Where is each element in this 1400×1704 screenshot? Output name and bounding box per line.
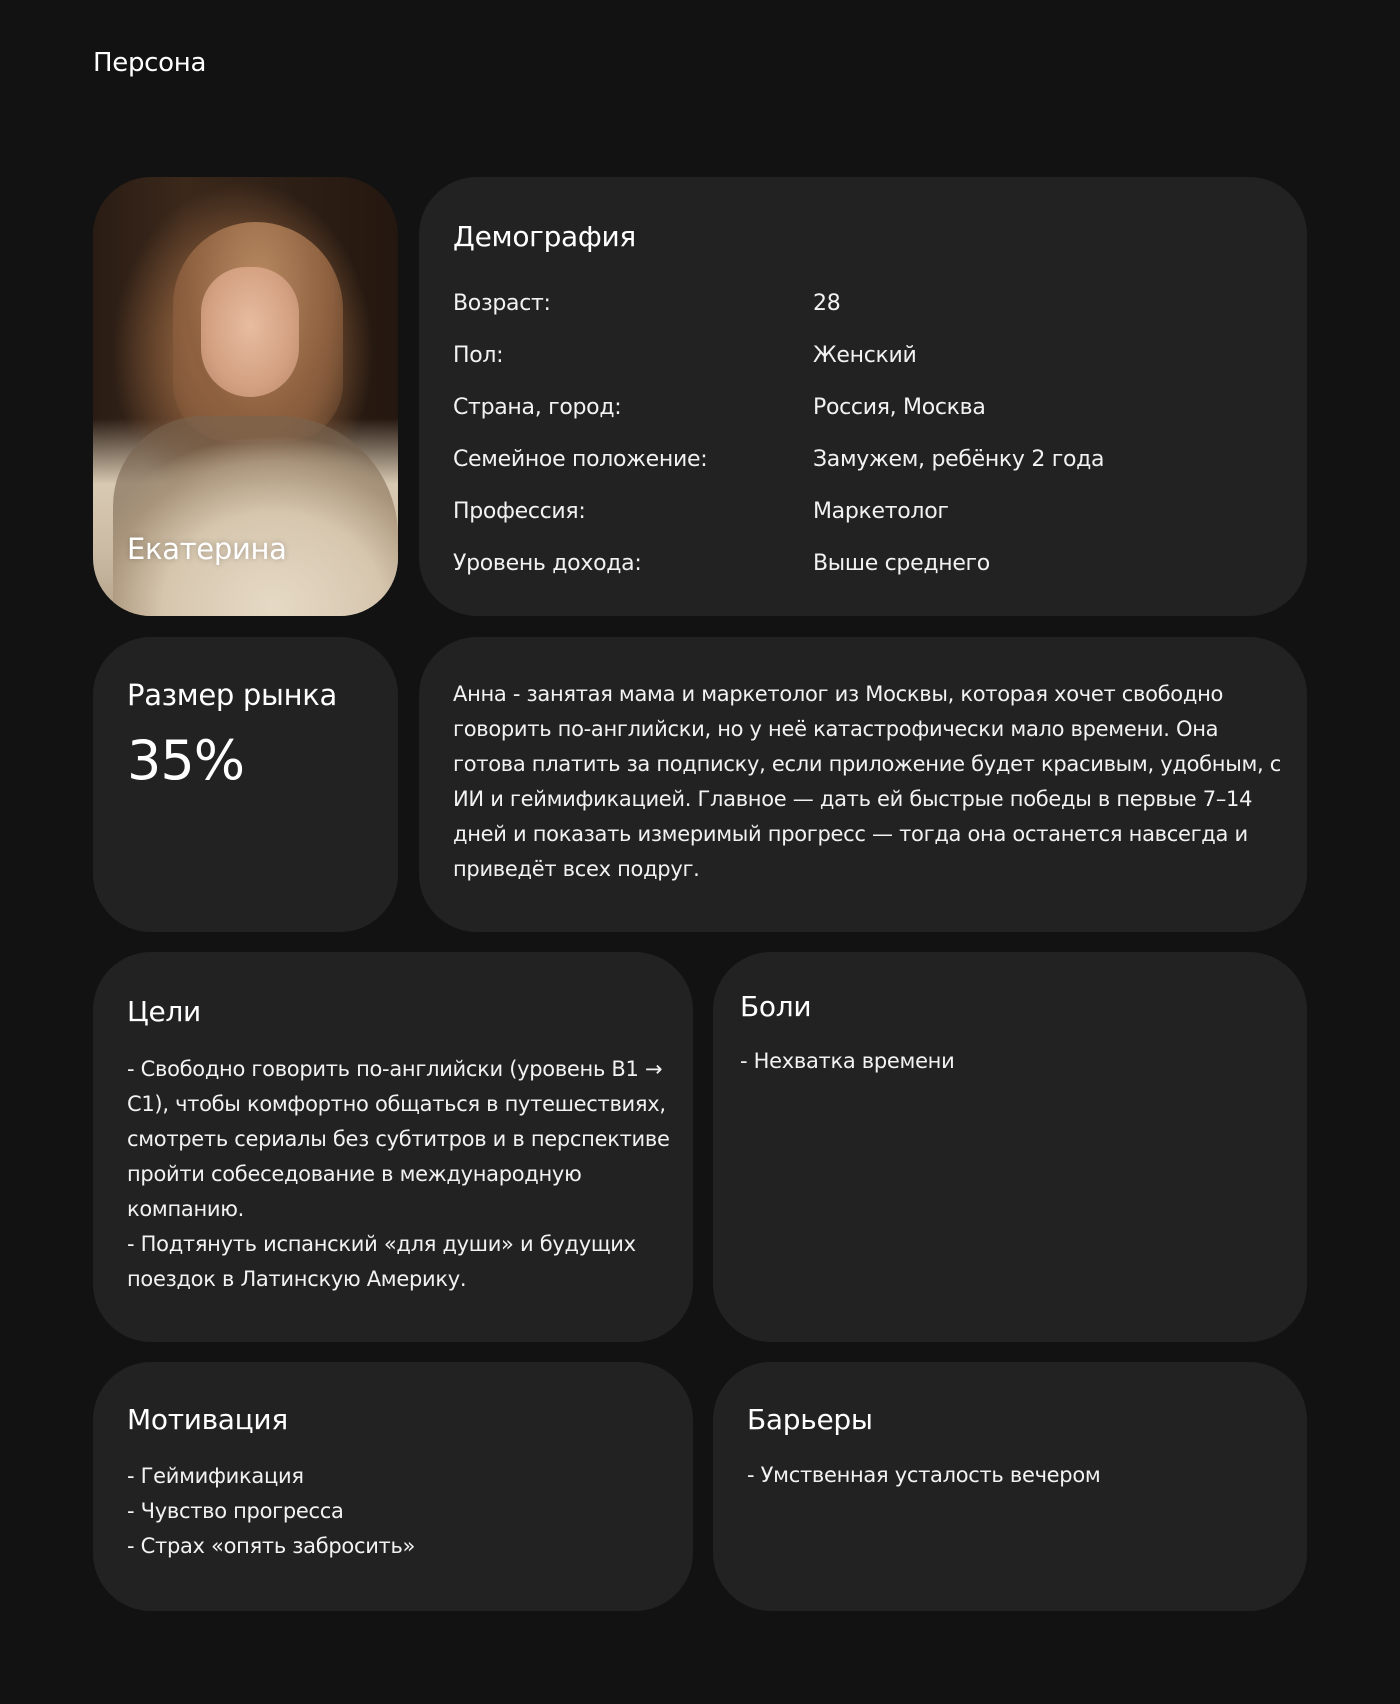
pains-list [740, 1044, 1280, 1079]
demographics-label: Возраст: [453, 290, 551, 316]
demographics-label: Пол: [453, 342, 504, 368]
page-title: Персона [93, 48, 207, 78]
demographics-row [453, 381, 1273, 433]
demographics-row [453, 433, 1273, 485]
barriers-item: - Умственная усталость вечером [747, 1463, 1101, 1487]
persona-photo-card [93, 177, 398, 616]
persona-description-card [419, 637, 1307, 932]
demographics-value: Маркетолог [813, 498, 949, 524]
demographics-row [453, 329, 1273, 381]
persona-description: Анна - занятая мама и маркетолог из Москвы, которая хочет свободно говорить по-английски, но у неё катастрофически мало времени. Она готова платить за подписку, если приложение будет красивым, удобным, с ИИ и геймификацией. Главное — дать ей быстрые победы в первые 7–14 дней и показать измеримый прогресс — тогда она останется навсегда и приведёт всех подруг. [453, 682, 1282, 881]
demographics-label: Профессия: [453, 498, 586, 524]
demographics-list [453, 277, 1273, 589]
portrait-shirt [113, 416, 398, 616]
demographics-value: Россия, Москва [813, 394, 986, 420]
motivation-title: Мотивация [127, 1403, 288, 1436]
goals-item: - Свободно говорить по-английски (уровень B1 → C1), чтобы комфортно общаться в путешествиях, смотреть сериалы без субтитров и в перспективе пройти собеседование в международную компанию. [127, 1057, 676, 1221]
market-size-value: 35% [127, 729, 245, 792]
motivation-card [93, 1362, 693, 1611]
barriers-list [747, 1458, 1287, 1493]
market-size-title: Размер рынка [127, 678, 337, 712]
pains-card [713, 952, 1307, 1342]
motivation-item: - Геймификация [127, 1464, 304, 1488]
goals-card [93, 952, 693, 1342]
demographics-row [453, 277, 1273, 329]
demographics-label: Семейное положение: [453, 446, 708, 472]
demographics-card [419, 177, 1307, 616]
demographics-title: Демография [453, 220, 636, 253]
demographics-value: Замужем, ребёнку 2 года [813, 446, 1105, 472]
goals-list [127, 1052, 676, 1297]
barriers-card [713, 1362, 1307, 1611]
demographics-label: Уровень дохода: [453, 550, 642, 576]
market-size-card [93, 637, 398, 932]
demographics-value: 28 [813, 290, 841, 316]
pains-title: Боли [740, 990, 812, 1023]
demographics-value: Женский [813, 342, 917, 368]
demographics-label: Страна, город: [453, 394, 622, 420]
demographics-value: Выше среднего [813, 550, 990, 576]
motivation-item: - Чувство прогресса [127, 1499, 344, 1523]
goals-item: - Подтянуть испанский «для души» и будущих поездок в Латинскую Америку. [127, 1232, 643, 1291]
demographics-row [453, 485, 1273, 537]
goals-title: Цели [127, 995, 201, 1028]
persona-name: Екатерина [127, 532, 287, 566]
motivation-list [127, 1459, 672, 1564]
demographics-row [453, 537, 1273, 589]
portrait-face [201, 267, 299, 397]
pains-item: - Нехватка времени [740, 1049, 955, 1073]
motivation-item: - Страх «опять забросить» [127, 1534, 416, 1558]
barriers-title: Барьеры [747, 1403, 873, 1436]
